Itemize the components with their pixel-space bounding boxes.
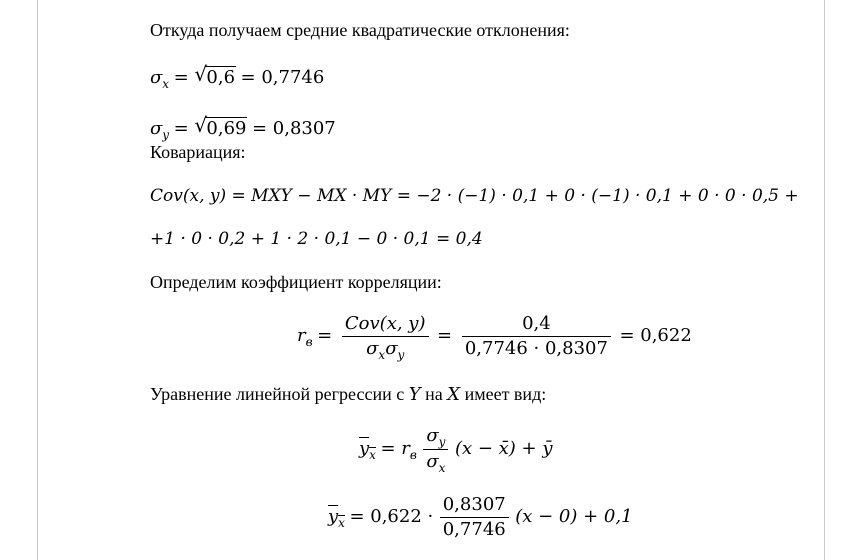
regression-numeric-lhs: $y_x$ bbox=[328, 506, 345, 530]
sigma-y-symbol: $\sigma_y$ bbox=[150, 118, 170, 142]
sigma-y-equation: $\sigma_y$ = √ 0,69 = 0,8307 bbox=[150, 113, 336, 142]
correlation-heading-text: Определим коэффициент корреляции: bbox=[150, 272, 442, 292]
regression-numeric-rest: (x − 0) + 0,1 bbox=[515, 506, 633, 527]
covariance-heading bbox=[150, 141, 246, 163]
correlation-fraction-1: $\frac{\text{Cov(x, y)}}{\sigma_x\sigma_y}$ bbox=[342, 312, 429, 362]
regression-lhs: $y_x$ bbox=[359, 438, 376, 462]
regression-sigma-ratio: $\frac{\sigma_y}{\sigma_x}$ bbox=[423, 424, 448, 475]
sigma-x-sqrt: √ 0,6 bbox=[194, 62, 236, 88]
intro-text bbox=[150, 19, 570, 41]
covariance-formula-line1 bbox=[150, 185, 799, 207]
covariance-formula-line2 bbox=[150, 228, 483, 250]
page-margin-right bbox=[824, 0, 825, 560]
sigma-y-value: = 0,8307 bbox=[251, 118, 336, 139]
sigma-x-equation: $\sigma_x$ = √ 0,6 = 0,7746 bbox=[150, 62, 325, 91]
correlation-result: = 0,622 bbox=[619, 325, 692, 346]
covariance-formula-line1-text: Cov(x, y) = MXY − MX · MY = −2 · (−1) · 0,1 + 0 · (−1) · 0,1 + 0 · 0 · 0,5 + bbox=[150, 186, 799, 206]
correlation-formula: $r_в$ = $\frac{\text{Cov(x, y)}}{\sigma_x\sigma_y}$ = $\frac{0,4}{0,7746 \cdot 0,8307}$ = 0,622 bbox=[297, 312, 692, 362]
regression-general-rest: (x − x̄) + ȳ bbox=[454, 438, 553, 459]
regression-heading: Уравнение линейной регрессии с Y на X имеет вид: bbox=[150, 384, 547, 405]
correlation-symbol: $r_в$ bbox=[297, 325, 313, 349]
regression-formula-numeric: $y_x = 0,622$ · $\frac{0,8307}{0,7746}$ (x − 0) + 0,1 bbox=[328, 494, 633, 541]
sigma-x-value: = 0,7746 bbox=[240, 67, 325, 88]
intro-text-content: Откуда получаем средние квадратические отклонения: bbox=[150, 20, 570, 40]
page-margin-left bbox=[37, 0, 38, 560]
correlation-heading bbox=[150, 271, 442, 293]
regression-formula-general: $y_x = r_в$ $\frac{\sigma_y}{\sigma_x}$ (x − x̄) + ȳ bbox=[359, 425, 553, 476]
regression-numeric-fraction: $\frac{0,8307}{0,7746}$ bbox=[440, 493, 509, 542]
regression-r-symbol: $r_в$ bbox=[401, 438, 417, 462]
sigma-y-sqrt: √ 0,69 bbox=[194, 113, 247, 139]
covariance-heading-text: Ковариация: bbox=[150, 142, 246, 162]
covariance-formula-line2-text: +1 · 0 · 0,2 + 1 · 2 · 0,1 − 0 · 0,1 = 0,4 bbox=[150, 229, 483, 249]
sigma-x-symbol: $\sigma_x$ bbox=[150, 67, 170, 91]
correlation-fraction-2: $\frac{0,4}{0,7746 \cdot 0,8307}$ bbox=[462, 312, 611, 361]
